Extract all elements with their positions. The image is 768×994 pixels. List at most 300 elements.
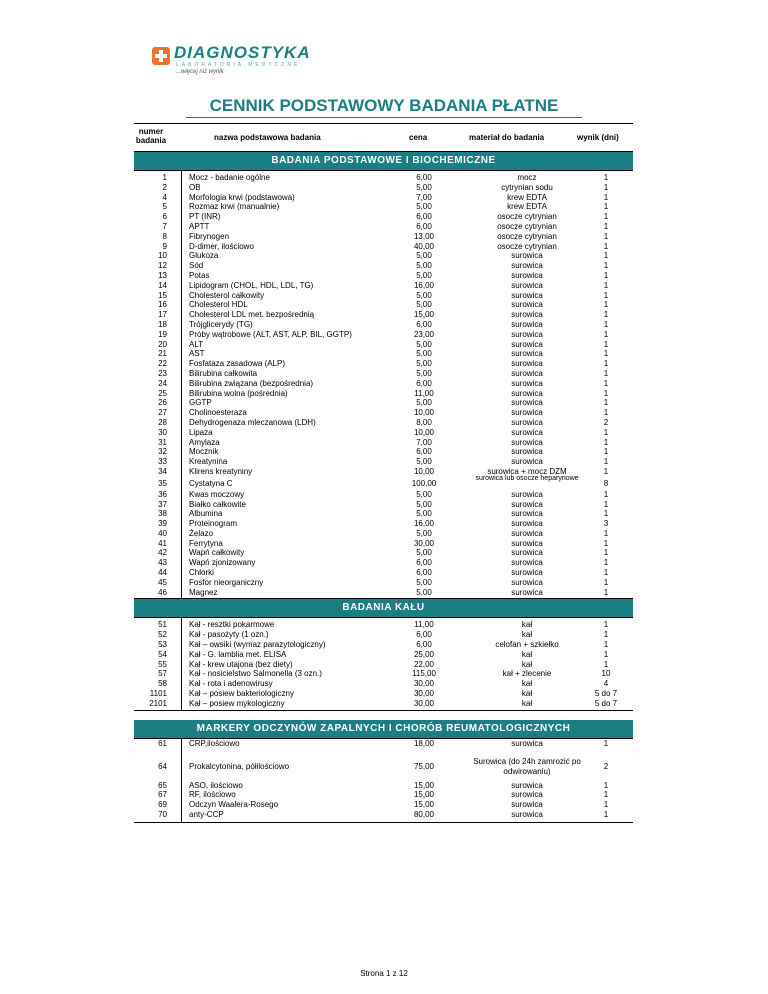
table-row <box>134 320 633 330</box>
row-material: surowica <box>511 359 543 369</box>
table-row <box>134 568 633 578</box>
row-name: Mocznik <box>189 447 219 457</box>
row-name: anty-CCP <box>189 810 224 820</box>
row-material: surowica <box>511 519 543 529</box>
row-material: kał <box>521 659 533 669</box>
page-footer: Strona 1 z 12 <box>360 969 408 978</box>
row-name: Kreatynina <box>189 457 228 467</box>
row-name: D-dimer, ilościowo <box>189 241 254 251</box>
title-underline <box>186 117 582 118</box>
row-material: surowica lub osocze heparynowe <box>475 474 579 482</box>
row-number: 61 <box>158 738 167 748</box>
row-name: Cholesterol LDL met. bezpośrednią <box>189 310 315 320</box>
row-result: 1 <box>603 319 609 329</box>
row-name: RF, ilościowo <box>189 790 236 800</box>
row-price: 5,00 <box>416 499 432 509</box>
row-number: 28 <box>158 417 167 427</box>
row-result: 1 <box>603 310 609 320</box>
table-row <box>134 781 633 791</box>
row-number: 20 <box>158 339 167 349</box>
row-material: surowica <box>511 368 543 378</box>
logo-subtitle: LABORATORIA MEDYCZNE <box>176 62 301 68</box>
row-material: surowica <box>511 548 543 558</box>
price-table <box>134 123 633 823</box>
row-number: 32 <box>158 447 167 457</box>
row-number: 51 <box>158 620 167 630</box>
row-number: 10 <box>158 251 167 261</box>
row-price: 5,00 <box>416 182 432 192</box>
row-number: 22 <box>158 359 167 369</box>
row-result: 1 <box>603 349 609 359</box>
row-result: 1 <box>603 359 609 369</box>
row-number: 5 <box>162 202 167 212</box>
table-row <box>134 650 633 660</box>
row-number: 37 <box>158 499 167 509</box>
row-number: 44 <box>158 568 167 578</box>
row-number: 4 <box>162 192 167 202</box>
row-name: Kał - G. lamblia met. ELISA <box>189 649 287 659</box>
row-material: osocze cytrynian <box>497 231 557 241</box>
row-price: 115,00 <box>412 669 436 679</box>
row-price: 5,00 <box>416 528 432 538</box>
row-result: 1 <box>603 810 609 820</box>
row-price: 6,00 <box>416 221 432 231</box>
row-material: Surowica (do 24h zamrozić po odwirowaniu) <box>473 756 581 776</box>
row-price: 11,00 <box>414 620 434 630</box>
row-name: Mocz - badanie ogólne <box>189 173 270 182</box>
row-number: 69 <box>158 800 167 810</box>
row-number: 2 <box>162 182 167 192</box>
row-material: surowica <box>511 568 543 578</box>
row-result: 1 <box>603 300 609 310</box>
row-result: 1 <box>603 558 609 568</box>
row-name: Żelazo <box>189 528 214 538</box>
table-row <box>134 800 633 810</box>
row-price: 15,00 <box>413 780 435 790</box>
row-material: surowica <box>511 790 543 800</box>
row-number: 33 <box>158 457 167 467</box>
row-name: Lipidogram (CHOL, HDL, LDL, TG) <box>189 280 314 290</box>
table-row <box>134 529 633 539</box>
row-material: surowica <box>511 558 543 568</box>
row-price: 10,00 <box>413 466 435 476</box>
table-row <box>134 183 633 193</box>
row-price: 5,00 <box>416 349 432 359</box>
table-row <box>134 202 633 212</box>
header-material: materiał do badania <box>469 133 545 142</box>
row-result: 1 <box>603 489 609 499</box>
table-row <box>134 447 633 457</box>
row-result: 1 <box>603 241 609 251</box>
table-row <box>134 689 633 699</box>
row-material: surowica <box>511 437 543 447</box>
table-row <box>134 330 633 340</box>
row-price: 6,00 <box>416 378 432 388</box>
row-material: surowica <box>511 290 543 300</box>
table-row <box>134 640 633 650</box>
row-name: Kał – owsiki (wymaz parazytologiczny) <box>189 640 326 650</box>
row-result: 1 <box>603 251 609 261</box>
row-price: 40,00 <box>413 241 435 251</box>
row-name: Lipaza <box>189 427 213 437</box>
table-row <box>134 438 633 448</box>
row-result: 1 <box>603 649 609 659</box>
row-price: 30,00 <box>413 538 435 548</box>
row-price: 6,00 <box>416 447 432 457</box>
row-material: surowica + mocz DZM <box>487 466 567 476</box>
table-row <box>134 490 633 500</box>
row-number: 26 <box>158 398 167 408</box>
row-name: Klirens kreatyniny <box>189 466 253 476</box>
row-number: 57 <box>158 669 167 679</box>
row-number: 27 <box>158 408 167 418</box>
table-row <box>134 222 633 232</box>
row-name: Bilirubina wolna (pośrednia) <box>189 388 288 398</box>
row-number: 65 <box>158 780 167 790</box>
table-row <box>134 739 633 755</box>
row-result: 1 <box>603 231 609 241</box>
row-result: 1 <box>603 528 609 538</box>
row-price: 100,00 <box>411 478 437 488</box>
row-number: 13 <box>158 270 167 280</box>
row-name: Ferrytyna <box>189 538 223 548</box>
row-price: 11,00 <box>414 388 434 398</box>
row-name: Kał - pasożyty (1 ozn.) <box>189 630 269 640</box>
row-number: 55 <box>158 659 167 669</box>
row-material: celofan + szkiełko <box>495 640 559 650</box>
row-name: Glukoza <box>189 251 219 261</box>
row-number: 25 <box>158 388 167 398</box>
row-name: ASO, ilościowo <box>189 780 243 790</box>
table-row <box>134 578 633 588</box>
row-price: 75,00 <box>413 761 435 771</box>
table-row <box>134 679 633 689</box>
row-price: 5,00 <box>416 202 432 212</box>
table-row <box>134 379 633 389</box>
row-name: Prokalcytonina, półilościowo <box>189 761 290 771</box>
row-price: 5,00 <box>416 368 432 378</box>
row-material: osocze cytrynian <box>497 212 557 222</box>
row-material: kał <box>521 620 533 630</box>
table-row <box>134 173 633 183</box>
row-number: 43 <box>158 558 167 568</box>
row-price: 16,00 <box>413 280 435 290</box>
row-result: 1 <box>603 538 609 548</box>
row-name: PT (INR) <box>189 212 221 222</box>
section-header: BADANIA PODSTAWOWE I BIOCHEMICZNE <box>134 152 633 170</box>
table-row <box>134 349 633 359</box>
column-divider <box>181 739 182 822</box>
table-row <box>134 310 633 320</box>
table-row <box>134 630 633 640</box>
row-number: 38 <box>158 509 167 519</box>
row-price: 18,00 <box>413 738 435 748</box>
row-name: Bilirubina całkowita <box>189 368 258 378</box>
header-price: cena <box>409 133 428 142</box>
row-price: 6,00 <box>416 568 432 578</box>
row-result: 1 <box>603 630 609 640</box>
row-material: mocz <box>517 173 537 182</box>
row-price: 16,00 <box>413 519 435 529</box>
row-result: 5 do 7 <box>594 689 618 699</box>
row-material: surowica <box>511 509 543 519</box>
row-material: surowica <box>511 499 543 509</box>
row-number: 19 <box>158 329 167 339</box>
row-number: 45 <box>158 577 167 587</box>
row-price: 8,00 <box>416 417 432 427</box>
row-result: 1 <box>603 640 609 650</box>
row-price: 10,00 <box>413 408 435 418</box>
row-price: 6,00 <box>416 212 432 222</box>
row-result: 1 <box>603 339 609 349</box>
row-number: 1 <box>162 173 167 182</box>
row-result: 1 <box>603 620 609 630</box>
row-result: 1 <box>603 659 609 669</box>
row-material: surowica <box>511 538 543 548</box>
row-result: 1 <box>603 800 609 810</box>
table-row <box>134 232 633 242</box>
row-name: Kał - nosicielstwo Salmonella (3 ozn.) <box>189 669 322 679</box>
row-number: 41 <box>158 538 167 548</box>
row-material: krew EDTA <box>507 192 547 202</box>
row-name: Fibrynogen <box>189 231 230 241</box>
row-number: 16 <box>158 300 167 310</box>
row-result: 1 <box>603 192 609 202</box>
page-title: CENNIK PODSTAWOWY BADANIA PŁATNE <box>209 96 559 115</box>
row-name: Kał - resztki pokarmowe <box>189 620 275 630</box>
table-row <box>134 558 633 568</box>
row-price: 15,00 <box>413 790 435 800</box>
row-number: 40 <box>158 528 167 538</box>
row-name: Magnez <box>189 587 218 597</box>
row-price: 30,00 <box>413 679 435 689</box>
row-name: APTT <box>189 221 210 231</box>
row-material: krew EDTA <box>507 202 547 212</box>
row-number: 70 <box>158 810 167 820</box>
row-name: AST <box>189 349 205 359</box>
row-number: 8 <box>162 231 167 241</box>
row-price: 5,00 <box>416 261 432 271</box>
row-name: Chlorki <box>189 568 214 578</box>
row-result: 2 <box>603 417 609 427</box>
row-price: 5,00 <box>416 290 432 300</box>
row-result: 1 <box>603 780 609 790</box>
row-result: 1 <box>603 290 609 300</box>
row-material: surowica <box>511 319 543 329</box>
row-result: 1 <box>603 368 609 378</box>
row-name: Fosfor nieorganiczny <box>189 577 264 587</box>
row-number: 18 <box>158 319 167 329</box>
row-price: 5,00 <box>416 398 432 408</box>
row-price: 5,00 <box>416 509 432 519</box>
row-name: Trójglicerydy (TG) <box>189 319 253 329</box>
row-material: surowica <box>511 310 543 320</box>
row-material: kał <box>521 649 533 659</box>
row-price: 5,00 <box>416 489 432 499</box>
row-price: 30,00 <box>413 689 435 699</box>
section-group <box>134 170 633 599</box>
row-result: 1 <box>603 738 609 748</box>
row-number: 34 <box>158 466 167 476</box>
row-result: 1 <box>603 568 609 578</box>
row-result: 1 <box>603 221 609 231</box>
row-number: 30 <box>158 427 167 437</box>
logo <box>152 43 312 79</box>
row-name: Bilirubina związana (bezpośrednia) <box>189 378 314 388</box>
header-result: wynik (dni) <box>577 133 619 142</box>
row-price: 5,00 <box>416 548 432 558</box>
row-number: 46 <box>158 587 167 597</box>
row-name: Sód <box>189 261 204 271</box>
plus-cross-icon <box>152 47 170 65</box>
row-result: 2 <box>603 761 609 771</box>
logo-name: DIAGNOSTYKA <box>174 43 311 62</box>
row-name: Cholesterol HDL <box>189 300 248 310</box>
row-material: surowica <box>511 280 543 290</box>
row-price: 7,00 <box>416 192 432 202</box>
table-row <box>134 509 633 519</box>
row-name: Próby wątrobowe (ALT, AST, ALP, BIL, GGTP) <box>189 329 352 339</box>
row-name: CRP,ilościowo <box>189 738 240 748</box>
row-result: 8 <box>603 478 609 488</box>
table-row <box>134 242 633 252</box>
row-material: surowica <box>511 329 543 339</box>
row-number: 67 <box>158 790 167 800</box>
row-name: Wapń całkowity <box>189 548 245 558</box>
row-result: 1 <box>603 270 609 280</box>
row-material: surowica <box>511 447 543 457</box>
row-result: 1 <box>603 329 609 339</box>
sections <box>134 152 633 823</box>
row-price: 80,00 <box>413 810 435 820</box>
table-row <box>134 699 633 709</box>
row-material: surowica <box>511 528 543 538</box>
row-material: surowica <box>511 738 543 748</box>
section-header: MARKERY ODCZYNÓW ZAPALNYCH I CHORÓB REUMATOLOGICZNYCH <box>134 720 633 738</box>
row-result: 1 <box>603 173 609 182</box>
row-name: Fosfataza zasadowa (ALP) <box>189 359 286 369</box>
table-row <box>134 755 633 779</box>
row-price: 5,00 <box>416 300 432 310</box>
row-result: 3 <box>603 519 609 529</box>
row-price: 5,00 <box>416 270 432 280</box>
table-row <box>134 359 633 369</box>
row-name: GGTP <box>189 398 212 408</box>
row-price: 5,00 <box>416 339 432 349</box>
row-name: ALT <box>189 339 204 349</box>
table-row <box>134 519 633 529</box>
row-material: kał <box>521 630 533 640</box>
row-result: 1 <box>603 378 609 388</box>
table-row <box>134 428 633 438</box>
header-number: numer badania <box>135 127 167 145</box>
row-result: 1 <box>603 261 609 271</box>
row-name: Wapń zjonizowany <box>189 558 256 568</box>
row-number: 6 <box>162 212 167 222</box>
row-price: 5,00 <box>416 359 432 369</box>
row-price: 5,00 <box>416 577 432 587</box>
row-price: 13,00 <box>413 231 435 241</box>
row-number: 15 <box>158 290 167 300</box>
row-number: 7 <box>162 221 167 231</box>
row-number: 64 <box>158 761 167 771</box>
table-header <box>134 123 633 152</box>
row-result: 1 <box>603 509 609 519</box>
row-price: 7,00 <box>416 437 432 447</box>
row-material: surowica <box>511 489 543 499</box>
row-number: 23 <box>158 368 167 378</box>
row-material: surowica <box>511 339 543 349</box>
row-price: 22,00 <box>413 659 435 669</box>
row-number: 42 <box>158 548 167 558</box>
row-number: 54 <box>158 649 167 659</box>
row-number: 39 <box>158 519 167 529</box>
row-price: 25,00 <box>413 649 435 659</box>
row-material: surowica <box>511 427 543 437</box>
row-result: 5 do 7 <box>594 698 618 708</box>
section-group <box>134 738 633 823</box>
row-number: 14 <box>158 280 167 290</box>
row-name: Cholesterol całkowity <box>189 290 265 300</box>
column-divider <box>181 618 182 709</box>
row-material: surowica <box>511 800 543 810</box>
table-row <box>134 261 633 271</box>
row-name: Proteinogram <box>189 519 238 529</box>
section-group <box>134 617 633 710</box>
table-row <box>134 474 633 490</box>
table-row <box>134 418 633 428</box>
row-material: surowica <box>511 457 543 467</box>
row-result: 10 <box>601 669 611 679</box>
row-price: 6,00 <box>416 173 432 182</box>
row-material: surowica <box>511 577 543 587</box>
table-row <box>134 340 633 350</box>
row-number: 58 <box>158 679 167 689</box>
row-number: 35 <box>158 478 167 488</box>
table-row <box>134 457 633 467</box>
row-result: 1 <box>603 280 609 290</box>
table-row <box>134 281 633 291</box>
table-row <box>134 810 633 820</box>
row-material: surowica <box>511 261 543 271</box>
row-name: Potas <box>189 270 210 280</box>
row-material: kał <box>521 679 533 689</box>
row-name: Cystatyna C <box>189 478 233 488</box>
row-number: 52 <box>158 630 167 640</box>
row-number: 21 <box>158 349 167 359</box>
row-material: kał <box>521 689 533 699</box>
row-number: 17 <box>158 310 167 320</box>
row-name: Amylaza <box>189 437 220 447</box>
section-header: BADANIA KAŁU <box>134 599 633 617</box>
row-name: Kał – posiew bakteriologiczny <box>189 689 294 699</box>
row-price: 15,00 <box>413 310 435 320</box>
column-divider <box>181 171 182 598</box>
row-material: kał <box>521 698 533 708</box>
table-row <box>134 408 633 418</box>
table-row <box>134 389 633 399</box>
row-result: 1 <box>603 202 609 212</box>
row-number: 1101 <box>149 689 167 699</box>
row-material: surowica <box>511 780 543 790</box>
row-result: 1 <box>603 427 609 437</box>
row-name: Kał - krew utajona (bez diety) <box>189 659 293 669</box>
row-price: 5,00 <box>416 457 432 467</box>
row-material: surowica <box>511 349 543 359</box>
table-row <box>134 548 633 558</box>
row-material: surowica <box>511 398 543 408</box>
table-row <box>134 790 633 800</box>
